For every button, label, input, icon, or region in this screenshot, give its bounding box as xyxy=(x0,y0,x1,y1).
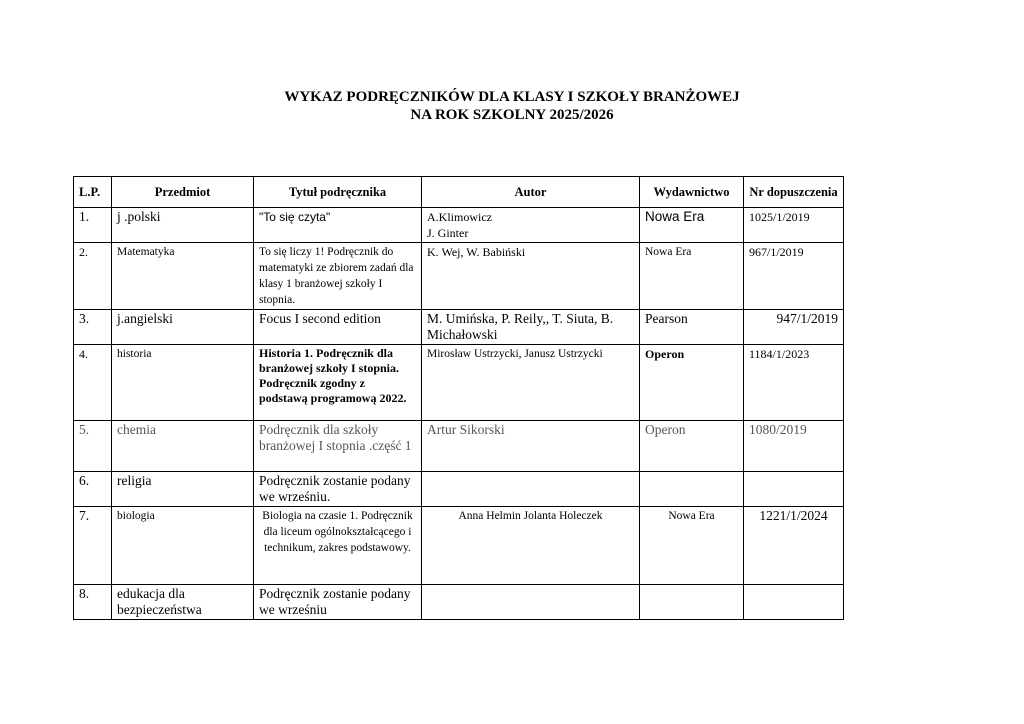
table-row xyxy=(74,421,844,472)
cell-author: K. Wej, W. Babiński xyxy=(422,243,640,310)
cell-title: Podręcznik dla szkoły branżowej I stopnia .część 1 xyxy=(254,421,422,472)
header-publisher: Wydawnictwo xyxy=(640,177,744,208)
cell-author: Artur Sikorski xyxy=(422,421,640,472)
header-subject: Przedmiot xyxy=(112,177,254,208)
cell-publisher xyxy=(640,472,744,507)
cell-title: To się liczy 1! Podręcznik do matematyki ze zbiorem zadań dla klasy 1 branżowej szkoły I stopnia. xyxy=(254,243,422,310)
cell-publisher: Operon xyxy=(640,345,744,421)
cell-number: 947/1/2019 xyxy=(744,310,844,345)
table-row xyxy=(74,345,844,421)
cell-number: 967/1/2019 xyxy=(744,243,844,310)
cell-subject: j .polski xyxy=(112,208,254,243)
cell-number xyxy=(744,472,844,507)
cell-title: Biologia na czasie 1. Podręcznik dla liceum ogólnokształcącego i technikum, zakres podstawowy. xyxy=(254,507,422,585)
cell-subject: religia xyxy=(112,472,254,507)
cell-author: M. Umińska, P. Reily,, T. Siuta, B. Michałowski xyxy=(422,310,640,345)
header-author: Autor xyxy=(422,177,640,208)
table-row xyxy=(74,243,844,310)
table-row xyxy=(74,585,844,620)
cell-lp: 2. xyxy=(74,243,112,310)
header-number: Nr dopuszczenia xyxy=(744,177,844,208)
table-row xyxy=(74,472,844,507)
cell-publisher: Nowa Era xyxy=(640,208,744,243)
cell-lp: 1. xyxy=(74,208,112,243)
table-row xyxy=(74,507,844,585)
cell-subject: historia xyxy=(112,345,254,421)
cell-subject: biologia xyxy=(112,507,254,585)
cell-lp: 5. xyxy=(74,421,112,472)
cell-publisher: Nowa Era xyxy=(640,507,744,585)
cell-lp: 4. xyxy=(74,345,112,421)
document-title-line2: NA ROK SZKOLNY 2025/2026 xyxy=(410,107,614,123)
table-row xyxy=(74,310,844,345)
cell-subject: j.angielski xyxy=(112,310,254,345)
cell-lp: 7. xyxy=(74,507,112,585)
cell-publisher: Pearson xyxy=(640,310,744,345)
cell-author: Mirosław Ustrzycki, Janusz Ustrzycki xyxy=(422,345,640,421)
table-row xyxy=(74,208,844,243)
cell-author xyxy=(422,585,640,620)
cell-title: "To się czyta" xyxy=(254,208,422,243)
cell-publisher: Nowa Era xyxy=(640,243,744,310)
cell-title: Podręcznik zostanie podany we wrześniu xyxy=(254,585,422,620)
table-header-row xyxy=(74,177,844,208)
cell-subject: edukacja dla bezpieczeństwa xyxy=(112,585,254,620)
cell-author: Anna Helmin Jolanta Holeczek xyxy=(422,507,640,585)
cell-subject: chemia xyxy=(112,421,254,472)
textbook-table xyxy=(73,176,844,620)
cell-lp: 3. xyxy=(74,310,112,345)
cell-subject: Matematyka xyxy=(112,243,254,310)
cell-lp: 6. xyxy=(74,472,112,507)
cell-title: Podręcznik zostanie podany we wrześniu. xyxy=(254,472,422,507)
document-title-line1: WYKAZ PODRĘCZNIKÓW DLA KLASY I SZKOŁY BRANŻOWEJ xyxy=(284,89,740,105)
cell-title: Historia 1. Podręcznik dla branżowej szkoły I stopnia. Podręcznik zgodny z podstawą programową 2022. xyxy=(254,345,422,421)
cell-publisher xyxy=(640,585,744,620)
cell-title: Focus I second edition xyxy=(254,310,422,345)
cell-publisher: Operon xyxy=(640,421,744,472)
cell-author xyxy=(422,472,640,507)
cell-number: 1080/2019 xyxy=(744,421,844,472)
cell-number: 1184/1/2023 xyxy=(744,345,844,421)
cell-number: 1221/1/2024 xyxy=(744,507,844,585)
cell-number xyxy=(744,585,844,620)
cell-lp: 8. xyxy=(74,585,112,620)
cell-number: 1025/1/2019 xyxy=(744,208,844,243)
cell-author: A.Klimowicz J. Ginter xyxy=(422,208,640,243)
header-title: Tytuł podręcznika xyxy=(254,177,422,208)
header-lp: L.P. xyxy=(74,177,112,208)
